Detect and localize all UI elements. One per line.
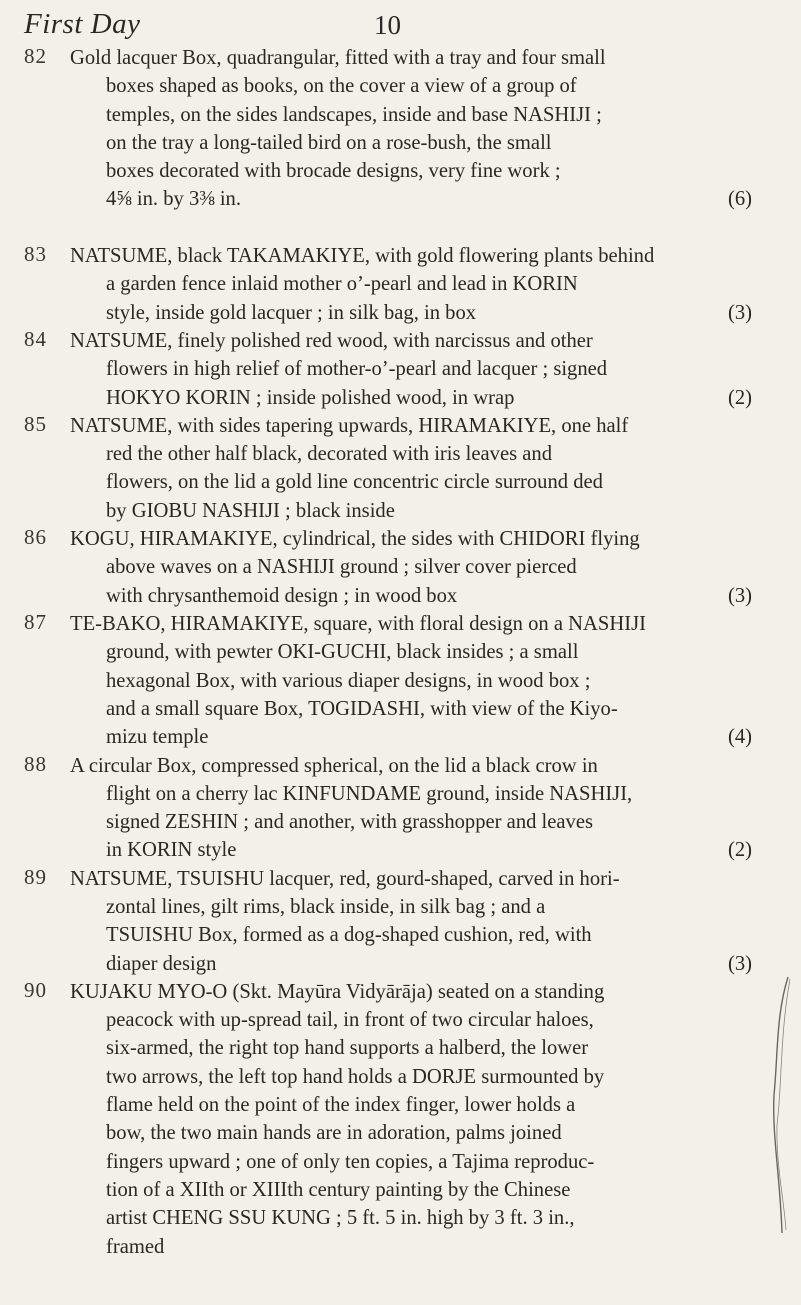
lot-description-line: and a small square Box, TOGIDASHI, with view of the Kiyo- xyxy=(106,697,618,720)
lot-description-line: diaper design (3) xyxy=(70,950,760,978)
lot-description-line: by GIOBU NASHIJI ; black inside xyxy=(106,499,395,522)
lot-entry xyxy=(0,327,801,412)
lot-description-line: two arrows, the left top hand holds a DORJE surmounted by xyxy=(106,1065,605,1088)
lot-number: 90 xyxy=(24,977,47,1002)
lot-description-line: flowers, on the lid a gold line concentric circle surround ded xyxy=(106,471,603,494)
lot-description xyxy=(70,752,760,865)
lot-description-line: red the other half black, decorated with iris leaves and xyxy=(106,443,553,466)
lot-description-line: six-armed, the right top hand supports a halberd, the lower xyxy=(106,1037,589,1060)
lot-description-line: flight on a cherry lac KINFUNDAME ground, inside NASHIJI, xyxy=(106,782,633,805)
lot-number: 89 xyxy=(24,864,47,889)
lot-description xyxy=(70,412,760,525)
lot-description-line: KUJAKU MYO-O (Skt. Mayūra Vidyārāja) seated on a standing xyxy=(70,980,605,1003)
margin-pencil-mark xyxy=(768,975,798,1235)
lot-description-line: style, inside gold lacquer ; in silk bag, in box (3) xyxy=(70,299,760,327)
lot-description-line: NATSUME, black TAKAMAKIYE, with gold flowering plants behind xyxy=(70,245,655,268)
lot-description xyxy=(70,978,760,1261)
lot-description-line: artist CHENG SSU KUNG ; 5 ft. 5 in. high by 3 ft. 3 in., xyxy=(106,1207,575,1230)
lot-description-line: fingers upward ; one of only ten copies, a Tajima reproduc- xyxy=(106,1150,595,1173)
lot-description-line: NATSUME, finely polished red wood, with narcissus and other xyxy=(70,330,593,352)
lot-description-line: 4⅝ in. by 3⅜ in. (6) xyxy=(70,185,760,213)
lot-description-line: with chrysanthemoid design ; in wood box (3) xyxy=(70,582,760,610)
lot-description xyxy=(70,610,760,751)
lot-description-line: signed ZESHIN ; and another, with grasshopper and leaves xyxy=(106,811,594,834)
lot-description xyxy=(70,525,760,610)
lot-description xyxy=(70,44,760,214)
lot-description-line: ground, with pewter OKI-GUCHI, black insides ; a small xyxy=(106,641,579,664)
lot-quantity: (3) xyxy=(727,952,752,975)
lot-description-line: Gold lacquer Box, quadrangular, fitted with a tray and four small xyxy=(70,47,606,69)
lot-number: 88 xyxy=(24,751,47,776)
lot-description-line: TE-BAKO, HIRAMAKIYE, square, with floral design on a NASHIJI xyxy=(70,613,646,635)
lot-entry xyxy=(0,525,801,610)
lot-description-line: bow, the two main hands are in adoration, palms joined xyxy=(106,1122,562,1145)
lot-entry xyxy=(0,752,801,865)
lot-number: 83 xyxy=(24,242,47,267)
day-heading: First Day xyxy=(24,8,141,40)
lot-description-line: boxes decorated with brocade designs, very fine work ; xyxy=(106,160,561,183)
page-header xyxy=(24,8,784,48)
lot-description-line: KOGU, HIRAMAKIYE, cylindrical, the sides with CHIDORI flying xyxy=(70,528,640,551)
lot-description-line: HOKYO KORIN ; inside polished wood, in wrap (2) xyxy=(70,384,760,412)
lot-description-line: peacock with up-spread tail, in front of two circular haloes, xyxy=(106,1009,594,1032)
lot-description-line: zontal lines, gilt rims, black inside, in silk bag ; and a xyxy=(106,895,546,918)
lot-description-line: mizu temple (4) xyxy=(70,723,760,751)
lot-entry xyxy=(0,44,801,214)
lot-description-line: boxes shaped as books, on the cover a view of a group of xyxy=(106,75,577,98)
lot-entry xyxy=(0,412,801,525)
lot-description-line: tion of a XIIth or XIIIth century painting by the Chinese xyxy=(106,1178,571,1201)
lot-number: 85 xyxy=(24,411,47,436)
lot-description-line: above waves on a NASHIJI ground ; silver cover pierced xyxy=(106,556,577,579)
lot-quantity: (3) xyxy=(727,584,752,607)
lot-description xyxy=(70,242,760,327)
lot-number: 86 xyxy=(24,525,47,550)
lot-entry xyxy=(0,610,801,751)
lot-description-line: A circular Box, compressed spherical, on the lid a black crow in xyxy=(70,754,598,777)
lot-quantity: (2) xyxy=(727,386,752,409)
lot-entry xyxy=(0,865,801,978)
lot-description-line: temples, on the sides landscapes, inside and base NASHIJI ; xyxy=(106,103,602,126)
lot-quantity: (6) xyxy=(727,188,752,211)
lot-number: 84 xyxy=(24,327,47,351)
lot-description xyxy=(70,327,760,412)
lot-description-line: flowers in high relief of mother-o’-pearl and lacquer ; signed xyxy=(106,358,608,381)
lot-quantity: (3) xyxy=(727,301,752,324)
lot-quantity: (4) xyxy=(727,726,752,749)
lot-description xyxy=(70,865,760,978)
lot-description-line: on the tray a long-tailed bird on a rose-bush, the small xyxy=(106,131,552,154)
lot-entry xyxy=(0,978,801,1261)
lot-description-line: NATSUME, TSUISHU lacquer, red, gourd-shaped, carved in hori- xyxy=(70,867,620,890)
lot-number: 87 xyxy=(24,610,47,634)
lot-description-line: NATSUME, with sides tapering upwards, HIRAMAKIYE, one half xyxy=(70,414,629,437)
lot-description-line: framed xyxy=(106,1235,165,1258)
lot-description-line: flame held on the point of the index finger, lower holds a xyxy=(106,1094,576,1117)
page-number: 10 xyxy=(374,10,401,40)
lot-description-line: a garden fence inlaid mother o’-pearl and lead in KORIN xyxy=(106,273,578,296)
lot-quantity: (2) xyxy=(727,839,752,862)
lot-description-line: hexagonal Box, with various diaper designs, in wood box ; xyxy=(106,669,591,692)
lot-description-line: in KORIN style (2) xyxy=(70,836,760,864)
lot-description-line: TSUISHU Box, formed as a dog-shaped cushion, red, with xyxy=(106,924,592,947)
lot-number: 82 xyxy=(24,44,47,68)
lot-entry xyxy=(0,242,801,327)
